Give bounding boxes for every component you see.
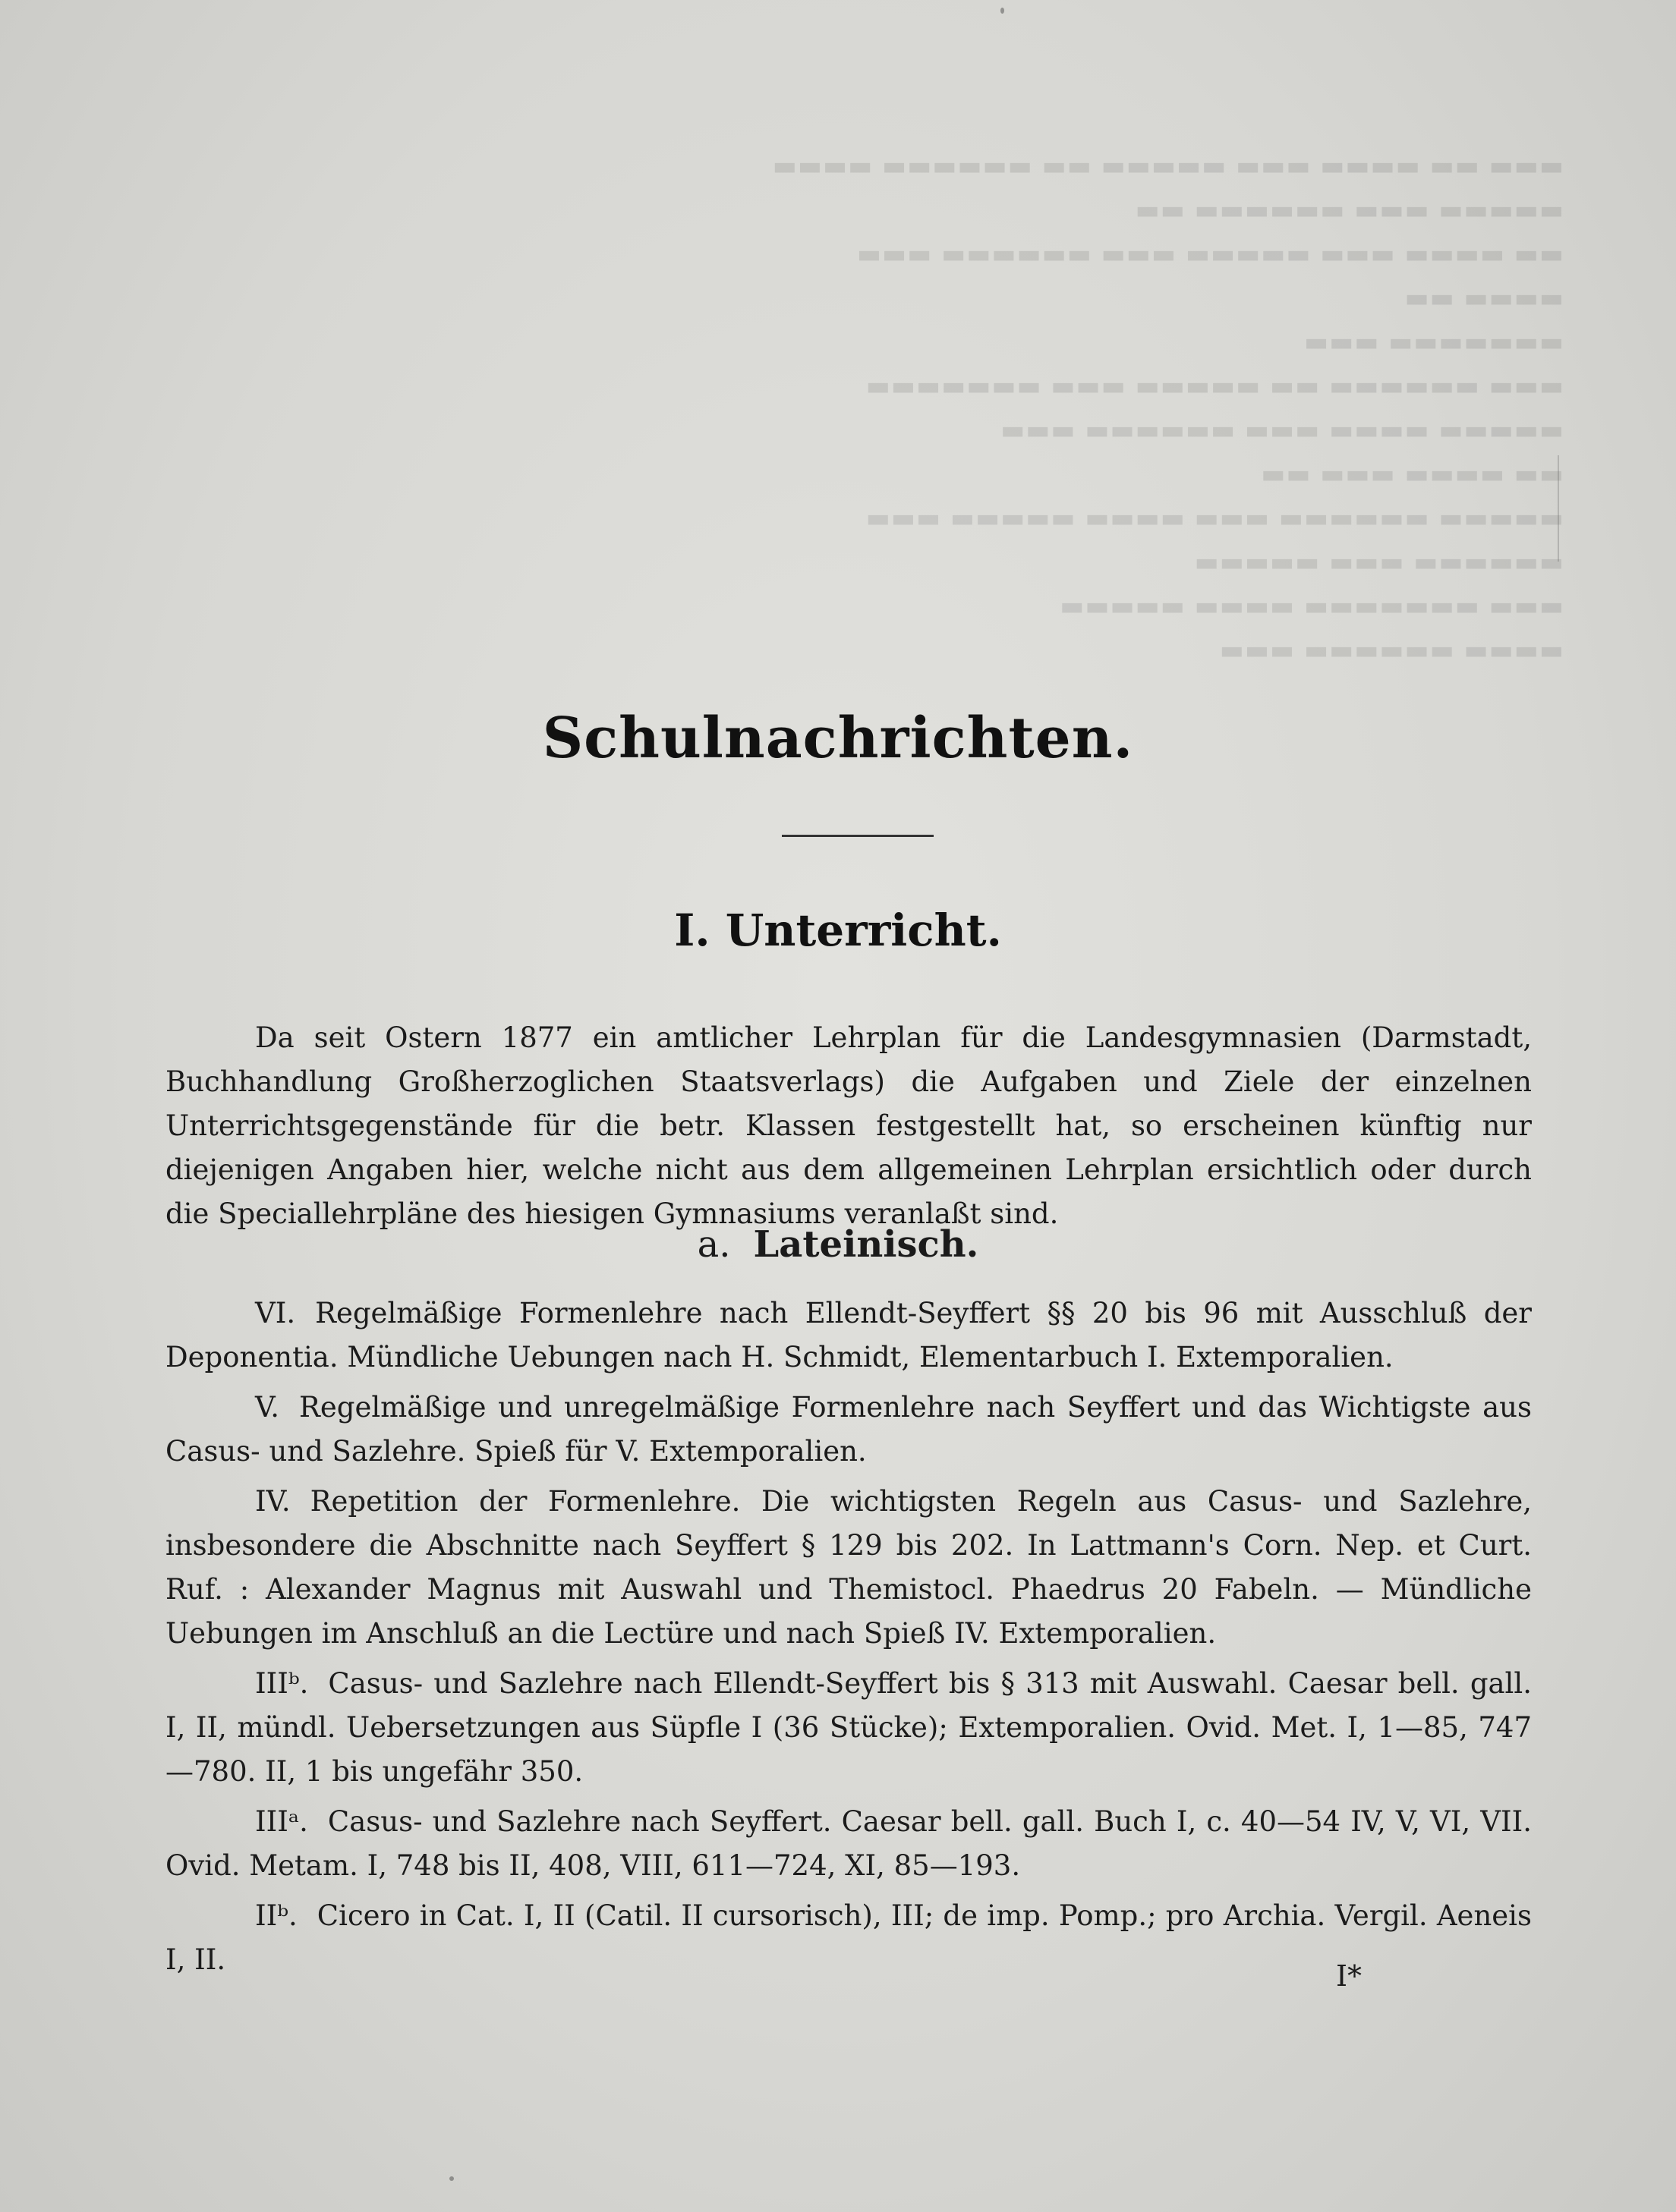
- lesson-list: [165, 1292, 1532, 1988]
- lesson-entry: [165, 1480, 1532, 1656]
- ink-speck: [1000, 8, 1004, 14]
- page-signature-mark: I*: [1336, 1959, 1363, 1993]
- lesson-text: Regelmäßige und unregelmäßige Formenlehre nach Seyffert und das Wichtigste aus Casus- und Sazlehre. Spieß für V. Extemporalien.: [165, 1391, 1532, 1468]
- class-label: VI.: [255, 1297, 296, 1329]
- class-label: IV.: [255, 1485, 291, 1518]
- lesson-text: Repetition der Formenlehre. Die wichtigsten Regeln aus Casus- und Sazlehre, insbesondere die Abschnitte nach Seyffert § 129 bis 202. In Lattmann's Corn. Nep. et Curt. Ruf. : Alexander Magnus mit Auswahl und Themistocl. Phaedrus 20 Fabeln. — Mündliche Uebungen im Anschluß an die Lectüre und nach Spieß IV. Extemporalien.: [165, 1485, 1532, 1650]
- lesson-text: Cicero in Cat. I, II (Catil. II cursorisch), III; de imp. Pomp.; pro Archia. Vergil. Aeneis I, II.: [165, 1899, 1532, 1976]
- ink-speck: [449, 2176, 454, 2181]
- lesson-text: Regelmäßige Formenlehre nach Ellendt-Seyffert §§ 20 bis 96 mit Ausschluß der Deponentia. Mündliche Uebungen nach H. Schmidt, Elementarbuch I. Extemporalien.: [165, 1297, 1532, 1373]
- lesson-entry: [165, 1386, 1532, 1474]
- subsection-heading: [0, 1223, 1676, 1266]
- lesson-entry: [165, 1800, 1532, 1888]
- class-label: V.: [255, 1391, 280, 1424]
- class-label: IIIᵃ.: [255, 1805, 308, 1838]
- lesson-entry: [165, 1894, 1532, 1982]
- title-divider: [782, 835, 934, 837]
- subsection-title: Lateinisch.: [753, 1223, 979, 1266]
- bleed-through-line: [1558, 455, 1559, 562]
- intro-paragraph: Da seit Ostern 1877 ein amtlicher Lehrplan für die Landesgymnasien (Darmstadt, Buchhandlung Großherzoglichen Staatsverlags) die Aufgaben und Ziele der einzelnen Unterrichtsgegenstände für die betr. Klassen festgestellt hat, so erscheinen künftig nur diejenigen Angaben hier, welche nicht aus dem allgemeinen Lehrplan ersichtlich oder durch die Speciallehrpläne des hiesigen Gymnasiums veranlaßt sind.: [165, 1021, 1532, 1230]
- page-title: Schulnachrichten.: [542, 706, 1134, 771]
- lesson-entry: [165, 1662, 1532, 1794]
- section-heading: I. Unterricht.: [674, 905, 1002, 956]
- class-label: IIIᵇ.: [255, 1667, 309, 1700]
- lesson-text: Casus- und Sazlehre nach Seyffert. Caesar bell. gall. Buch I, c. 40—54 IV, V, VI, VII. Ovid. Metam. I, 748 bis II, 408, VIII, 611—724, XI, 85—193.: [165, 1805, 1532, 1882]
- bleed-through-texture: ▬▬▬ ▬▬ ▬▬▬▬ ▬▬▬ ▬▬▬▬▬ ▬▬ ▬▬▬▬▬▬ ▬▬▬▬ ▬▬▬▬▬ ▬▬▬ ▬▬▬▬▬▬ ▬▬ ▬▬ ▬▬▬▬ ▬▬▬ ▬▬▬▬▬ ▬▬▬ ▬▬▬▬▬▬ ▬▬▬ ▬▬▬▬ ▬▬ ▬▬▬▬▬▬▬ ▬▬▬ ▬▬▬ ▬▬▬▬▬▬ ▬▬ ▬▬▬▬▬ ▬▬▬ ▬▬▬▬▬▬▬ ▬▬▬▬▬ ▬▬▬▬ ▬▬▬ ▬▬▬▬▬▬ ▬▬▬ ▬▬ ▬▬▬▬ ▬▬▬ ▬▬ ▬▬▬▬▬ ▬▬▬▬▬▬ ▬▬▬ ▬▬▬▬ ▬▬▬▬▬ ▬▬▬ ▬▬▬▬▬▬ ▬▬▬ ▬▬▬▬▬ ▬▬▬ ▬▬▬▬▬▬▬ ▬▬▬▬ ▬▬▬▬▬ ▬▬▬▬ ▬▬▬▬▬▬ ▬▬▬: [771, 151, 1564, 665]
- lesson-text: Casus- und Sazlehre nach Ellendt-Seyffert bis § 313 mit Auswahl. Caesar bell. gall. I, II, mündl. Uebersetzungen aus Süpfle I (36 Stücke); Extemporalien. Ovid. Met. I, 1—85, 747—780. II, 1 bis ungefähr 350.: [165, 1667, 1532, 1788]
- subsection-letter: a.: [697, 1223, 731, 1266]
- lesson-entry: [165, 1292, 1532, 1380]
- class-label: IIᵇ.: [255, 1899, 298, 1932]
